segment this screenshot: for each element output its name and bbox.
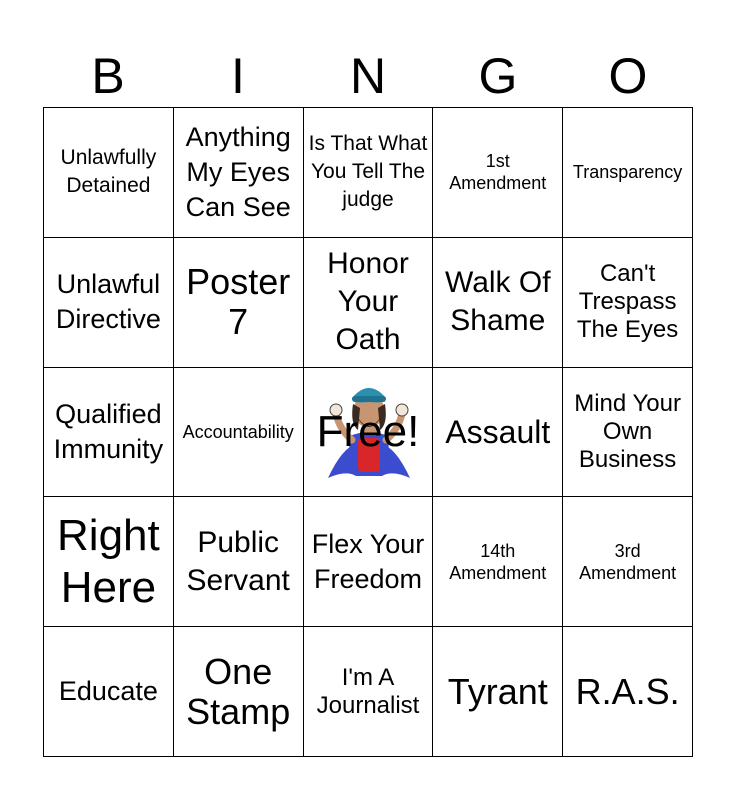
free-space-cell[interactable] <box>304 368 434 498</box>
bingo-cell[interactable] <box>433 238 563 368</box>
bingo-cell[interactable] <box>44 627 174 757</box>
free-space-label: Free! <box>316 406 420 456</box>
header-letter-n: N <box>349 48 387 104</box>
cell-label: Walk Of Shame <box>445 266 551 338</box>
cell-label: Anything My Eyes Can See <box>185 121 291 222</box>
cell-label: 1st Amendment <box>449 151 547 194</box>
bingo-cell[interactable] <box>563 497 693 627</box>
cell-label: Mind Your Own Business <box>574 389 681 473</box>
header-letter-o: O <box>608 48 648 104</box>
bingo-cell[interactable] <box>174 368 304 498</box>
cell-label: Can't Trespass The Eyes <box>576 260 679 344</box>
bingo-cell[interactable] <box>563 108 693 238</box>
header-letter-g: G <box>478 48 518 104</box>
bingo-cell[interactable] <box>563 368 693 498</box>
bingo-cell[interactable] <box>433 627 563 757</box>
cell-label: Honor Your Oath <box>327 247 409 357</box>
bingo-cell[interactable] <box>304 497 434 627</box>
header-letter-b: B <box>91 48 125 104</box>
bingo-cell[interactable] <box>563 627 693 757</box>
bingo-cell[interactable] <box>174 627 304 757</box>
bingo-cell[interactable] <box>304 627 434 757</box>
cell-label: Assault <box>445 413 551 450</box>
bingo-cell[interactable] <box>44 108 174 238</box>
bingo-cell[interactable] <box>174 238 304 368</box>
bingo-cell[interactable] <box>174 108 304 238</box>
cell-label: Transparency <box>572 162 683 183</box>
bingo-cell[interactable] <box>44 368 174 498</box>
bingo-cell[interactable] <box>304 238 434 368</box>
cell-label: Right Here <box>57 510 160 612</box>
bingo-grid <box>43 107 693 757</box>
cell-label: Is That What You Tell The judge <box>308 132 428 212</box>
bingo-cell[interactable] <box>44 238 174 368</box>
cell-label: 3rd Amendment <box>579 540 677 583</box>
cell-label: Unlawfully Detained <box>60 146 157 198</box>
bingo-cell[interactable] <box>433 108 563 238</box>
cell-label: I'm A Journalist <box>316 663 420 719</box>
bingo-header <box>43 48 693 104</box>
cell-label: Flex Your Freedom <box>311 528 425 594</box>
header-letter-i: I <box>231 48 245 104</box>
bingo-cell[interactable] <box>304 108 434 238</box>
cell-label: Tyrant <box>447 670 548 712</box>
cell-label: Poster 7 <box>186 261 291 343</box>
bingo-cell[interactable] <box>563 238 693 368</box>
cell-label: Qualified Immunity <box>53 398 164 464</box>
cell-label: 14th Amendment <box>449 540 547 583</box>
cell-label: R.A.S. <box>575 670 680 712</box>
cell-label: One Stamp <box>186 650 291 732</box>
bingo-cell[interactable] <box>174 497 304 627</box>
cell-label: Educate <box>58 676 158 707</box>
bingo-cell[interactable] <box>433 368 563 498</box>
cell-label: Accountability <box>182 421 294 442</box>
bingo-cell[interactable] <box>433 497 563 627</box>
bingo-cell[interactable] <box>44 497 174 627</box>
cell-label: Unlawful Directive <box>55 269 161 335</box>
cell-label: Public Servant <box>186 525 290 597</box>
